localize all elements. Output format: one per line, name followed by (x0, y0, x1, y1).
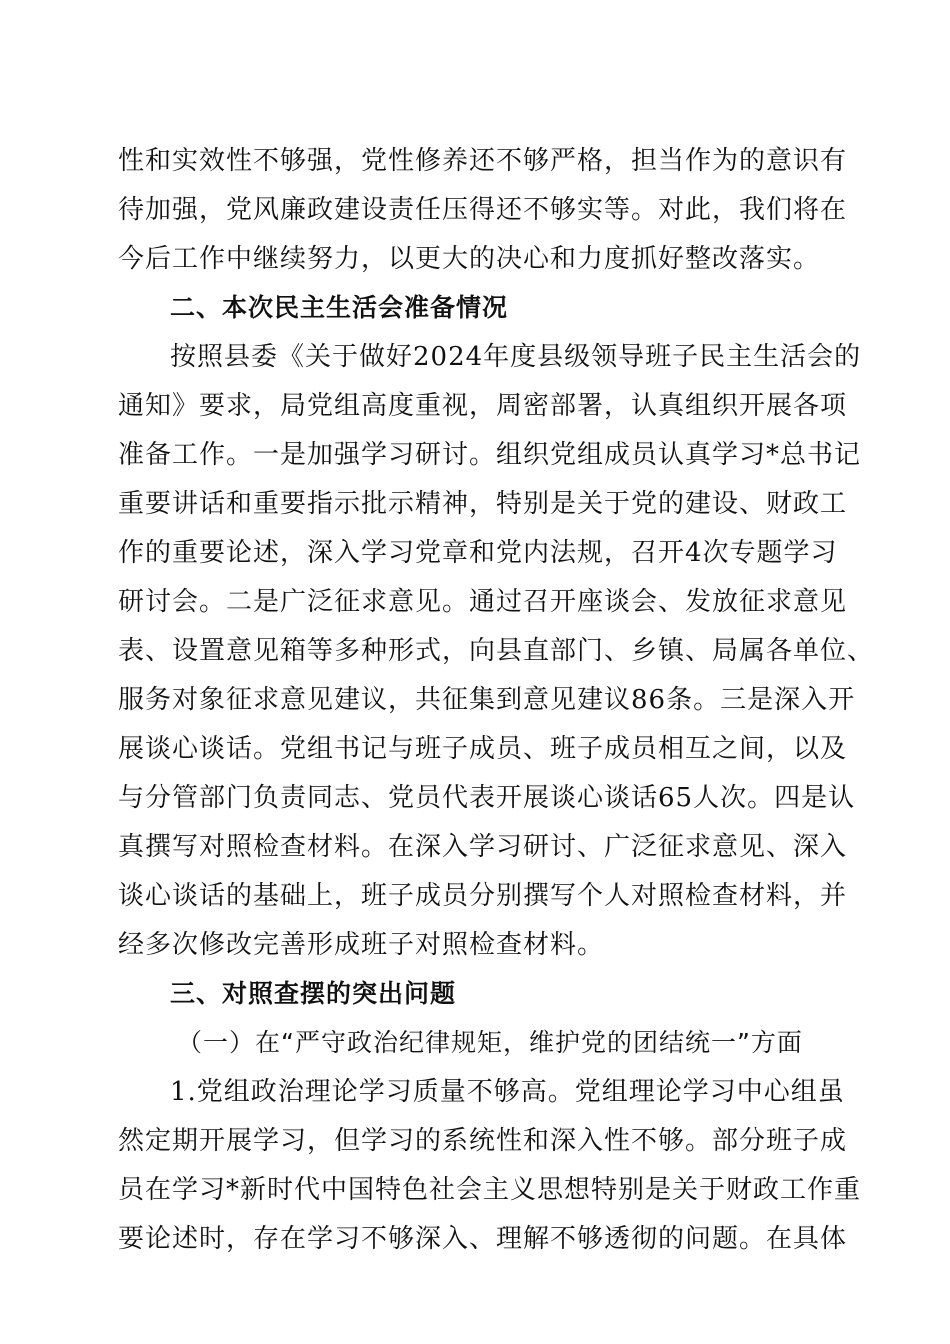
text-line: 研讨会。二是广泛征求意见。通过召开座谈会、发放征求意见 (118, 587, 848, 617)
text-line: 真撰写对照检查材料。在深入学习研讨、广泛征求意见、深入 (118, 832, 848, 862)
section-heading-3: 三、对照查摆的突出问题 (170, 979, 457, 1008)
text-line: 性和实效性不够强，党性修养还不够严格，担当作为的意识有 (118, 146, 848, 176)
text-line: 按照县委《关于做好2024年度县级领导班子民主生活会的 (170, 342, 862, 372)
text-line: 经多次修改完善形成班子对照检查材料。 (118, 930, 605, 960)
text-line: 谈心谈话的基础上，班子成员分别撰写个人对照检查材料，并 (118, 881, 848, 911)
text-line: 服务对象征求意见建议，共征集到意见建议86条。三是深入开 (118, 685, 856, 715)
text-line: 通知》要求，局党组高度重视，周密部署，认真组织开展各项 (118, 391, 848, 421)
text-line: 展谈心谈话。党组书记与班子成员、班子成员相互之间，以及 (118, 734, 848, 764)
text-line: 重要讲话和重要指示批示精神，特别是关于党的建设、财政工 (118, 489, 848, 519)
text-line: 1.党组政治理论学习质量不够高。党组理论学习中心组虽 (170, 1077, 845, 1107)
text-line: 作的重要论述，深入学习党章和党内法规，召开4次专题学习 (118, 538, 838, 568)
section-heading-2: 二、本次民主生活会准备情况 (170, 293, 509, 322)
text-line: 待加强，党风廉政建设责任压得还不够实等。对此，我们将在 (118, 195, 848, 225)
text-line: 要论述时，存在学习不够深入、理解不够透彻的问题。在具体 (118, 1224, 848, 1254)
text-line: 今后工作中继续努力，以更大的决心和力度抓好整改落实。 (118, 244, 821, 274)
text-line: 员在学习*新时代中国特色社会主义思想特别是关于财政工作重 (118, 1175, 862, 1205)
text-line: 表、设置意见箱等多种形式，向县直部门、乡镇、局属各单位、 (118, 636, 875, 666)
text-line: 然定期开展学习，但学习的系统性和深入性不够。部分班子成 (118, 1126, 848, 1156)
subsection-heading-1: （一）在“严守政治纪律规矩，维护党的团结统一”方面 (177, 1028, 803, 1057)
text-line: 与分管部门负责同志、党员代表开展谈心谈话65人次。四是认 (118, 783, 856, 813)
text-line: 准备工作。一是加强学习研讨。组织党组成员认真学习*总书记 (118, 440, 862, 470)
